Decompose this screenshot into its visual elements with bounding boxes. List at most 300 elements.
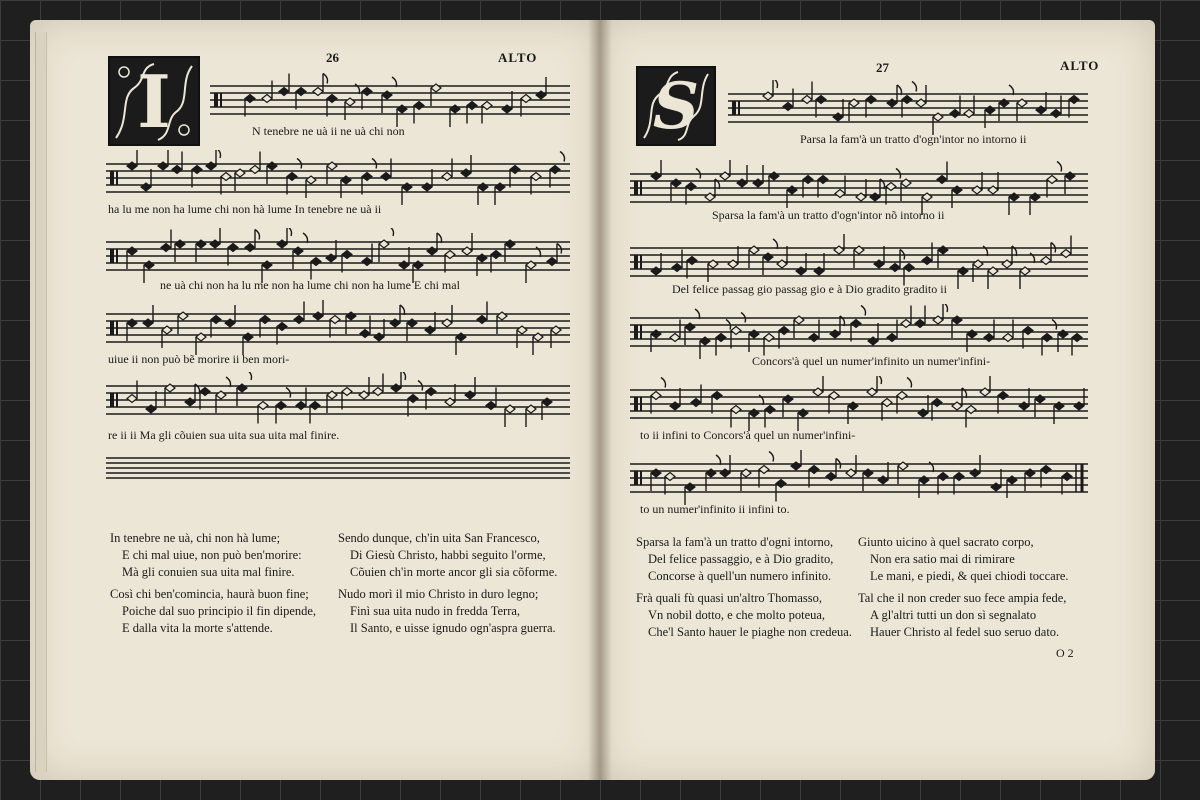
note-head (731, 406, 741, 414)
note-head (414, 102, 424, 110)
music-staff (106, 372, 570, 432)
clef-mark (640, 471, 642, 485)
note-head (670, 334, 680, 342)
clef-mark (738, 101, 740, 115)
note-head (651, 469, 661, 477)
clef-mark (634, 471, 638, 485)
clef-mark (110, 171, 114, 185)
note-head (749, 409, 759, 417)
note-head (672, 264, 682, 272)
note-head (551, 326, 561, 334)
note-head (763, 92, 773, 100)
clef-mark (116, 249, 118, 263)
note-head (293, 247, 303, 255)
note-head (491, 251, 501, 259)
note-head (127, 395, 137, 403)
note-head (749, 246, 759, 254)
note-head (886, 183, 896, 191)
note-head (854, 246, 864, 254)
note-head (1036, 106, 1046, 114)
note-head (651, 267, 661, 275)
note-head (902, 96, 912, 104)
note-head (878, 476, 888, 484)
note-head (849, 99, 859, 107)
note-head (665, 473, 675, 481)
clef-mark (634, 181, 638, 195)
note-head (482, 102, 492, 110)
note-head (687, 257, 697, 265)
note-head (794, 316, 804, 324)
note-head (1003, 334, 1013, 342)
note-flag (247, 372, 252, 380)
note-head (829, 392, 839, 400)
note-head (796, 267, 806, 275)
lyric-line: re ii ii Ma gli cõuien sua uita sua uita mal finire. (108, 428, 340, 442)
verse-line: Tal che il non creder suo fece ampia fede, (858, 591, 1067, 605)
note-head (362, 173, 372, 181)
note-head (200, 388, 210, 396)
note-head (262, 95, 272, 103)
note-head (521, 95, 531, 103)
note-head (988, 267, 998, 275)
lyric-line: Parsa la fam'à un tratto d'ogn'intor no intorno ii (800, 132, 1027, 146)
note-head (505, 405, 515, 413)
note-head (779, 327, 789, 335)
note-head (866, 96, 876, 104)
note-head (165, 384, 175, 392)
note-head (510, 166, 520, 174)
verse-line: Mà gli conuien sua uita mal finire. (122, 565, 295, 579)
note-head (763, 253, 773, 261)
note-head (450, 105, 460, 113)
note-head (502, 105, 512, 113)
note-head (1054, 402, 1064, 410)
verse-stanza (110, 530, 302, 581)
music-staff (630, 450, 1088, 510)
note-head (144, 261, 154, 269)
decorated-initial (108, 56, 200, 146)
note-head (277, 323, 287, 331)
note-head (868, 337, 878, 345)
verse-line: Di Giesù Christo, habbi seguito l'orme, (350, 548, 546, 562)
note-head (809, 334, 819, 342)
verse-line: Il Santo, e uisse ignudo ogn'aspra guerra. (350, 621, 556, 635)
note-head (228, 244, 238, 252)
lyric-line: ha lu me non ha lume chi non hà lume In tenebre ne uà ii (108, 202, 382, 216)
note-head (901, 320, 911, 328)
note-head (904, 264, 914, 272)
note-head (705, 193, 715, 201)
note-head (407, 319, 417, 327)
note-head (938, 473, 948, 481)
note-head (327, 162, 337, 170)
note-head (708, 260, 718, 268)
verse-stanza (636, 534, 833, 585)
clef-mark (640, 325, 642, 339)
lyric-line: to un numer'infinito ii infini to. (640, 502, 790, 516)
note-head (798, 409, 808, 417)
note-head (1062, 473, 1072, 481)
note-head (651, 172, 661, 180)
note-head (783, 103, 793, 111)
verse-line: Che'l Santo hauer le piaghe non credeua. (648, 625, 852, 639)
note-head (277, 240, 287, 248)
decorated-initial (636, 66, 716, 146)
note-head (526, 261, 536, 269)
note-head (431, 84, 441, 92)
note-head (245, 244, 255, 252)
lyric-line: Concors'à quel un numer'infinito un numer'infini- (752, 354, 991, 368)
note-head (1061, 250, 1071, 258)
note-head (162, 326, 172, 334)
note-head (547, 258, 557, 266)
clef-mark (214, 93, 218, 107)
note-head (685, 323, 695, 331)
note-head (731, 327, 741, 335)
note-head (686, 183, 696, 191)
note-head (916, 99, 926, 107)
note-head (542, 398, 552, 406)
note-head (359, 391, 369, 399)
note-head (391, 384, 401, 392)
note-head (426, 388, 436, 396)
note-flag (560, 152, 565, 162)
note-head (887, 99, 897, 107)
note-head (964, 110, 974, 118)
note-head (381, 173, 391, 181)
note-head (706, 469, 716, 477)
note-head (1030, 193, 1040, 201)
verse-line: Nudo morì il mio Christo in duro legno; (338, 587, 539, 601)
clef-mark (110, 393, 114, 407)
note-head (803, 176, 813, 184)
verse-stanza (636, 590, 852, 641)
note-head (360, 330, 370, 338)
note-head (196, 333, 206, 341)
voice-label: ALTO (498, 50, 538, 65)
book-gutter (588, 20, 612, 780)
note-flag (389, 228, 394, 236)
note-head (933, 316, 943, 324)
note-head (306, 176, 316, 184)
note-head (737, 179, 747, 187)
note-head (651, 392, 661, 400)
empty-staff (106, 450, 570, 490)
verse-line: Concorse à quell'un numero infinito. (648, 569, 832, 583)
lyric-line: Sparsa la fam'à un tratto d'ogn'intor nõ intorno ii (712, 208, 945, 222)
note-head (882, 399, 892, 407)
clef-mark (732, 101, 736, 115)
note-head (127, 319, 137, 327)
note-head (835, 190, 845, 198)
note-head (691, 399, 701, 407)
note-head (327, 95, 337, 103)
note-head (769, 172, 779, 180)
note-head (984, 334, 994, 342)
note-head (260, 316, 270, 324)
note-head (402, 183, 412, 191)
note-head (477, 316, 487, 324)
open-book (30, 20, 1155, 780)
clef-mark (640, 397, 642, 411)
note-head (833, 113, 843, 121)
note-head (830, 330, 840, 338)
note-head (787, 186, 797, 194)
note-head (373, 388, 383, 396)
note-head (296, 402, 306, 410)
note-flag (769, 452, 774, 462)
note-head (245, 95, 255, 103)
clef-mark (634, 325, 638, 339)
note-head (422, 183, 432, 191)
note-head (210, 240, 220, 248)
note-head (445, 398, 455, 406)
note-head (813, 388, 823, 396)
note-head (973, 260, 983, 268)
note-head (651, 330, 661, 338)
note-head (536, 91, 546, 99)
note-head (276, 402, 286, 410)
note-head (478, 183, 488, 191)
verse-line: Del felice passaggio, e à Dio gradito, (648, 552, 834, 566)
verse-line: Sparsa la fam'à un tratto d'ogni intorno, (636, 535, 834, 549)
note-head (915, 320, 925, 328)
note-head (814, 267, 824, 275)
note-head (296, 88, 306, 96)
note-head (462, 247, 472, 255)
note-flag (907, 378, 912, 388)
note-head (985, 106, 995, 114)
note-head (425, 326, 435, 334)
lyric-line: N tenebre ne uà ii ne uà chi non (252, 124, 405, 138)
note-head (258, 402, 268, 410)
lyric-line: ne uà chi non ha lu me non ha lume chi non ha lume E chi mal (160, 278, 460, 292)
verse-stanza (338, 586, 556, 637)
note-head (970, 469, 980, 477)
note-head (442, 173, 452, 181)
note-head (408, 395, 418, 403)
note-head (1017, 99, 1027, 107)
verse-stanza (858, 534, 1069, 585)
note-head (526, 405, 536, 413)
lyric-line: uiue ii non può bẽ morire ii ben mori- (108, 352, 290, 366)
note-head (178, 312, 188, 320)
verse-line: E dalla vita la morte s'attende. (122, 621, 273, 635)
note-head (158, 162, 168, 170)
note-head (442, 319, 452, 327)
note-head (954, 473, 964, 481)
note-head (1047, 176, 1057, 184)
note-flag (912, 82, 917, 92)
clef-mark (110, 321, 114, 335)
note-head (1002, 260, 1012, 268)
note-head (753, 179, 763, 187)
lyric-line: Del felice passag gio passag gio e à Dio gradito gradito ii (672, 282, 947, 296)
verse-line: Poiche dal suo principio il fin dipende, (122, 604, 317, 618)
catchword: O 2 (1056, 646, 1074, 660)
clef-mark (116, 171, 118, 185)
note-head (759, 466, 769, 474)
note-head (456, 333, 466, 341)
note-head (1025, 469, 1035, 477)
note-head (477, 254, 487, 262)
note-head (671, 179, 681, 187)
note-head (1007, 476, 1017, 484)
note-flag (861, 306, 866, 316)
note-head (495, 183, 505, 191)
note-head (225, 319, 235, 327)
note-head (890, 264, 900, 272)
verse-line: Giunto uicino à quel sacrato corpo, (858, 535, 1034, 549)
note-head (397, 105, 407, 113)
note-head (870, 193, 880, 201)
note-head (497, 312, 507, 320)
note-head (533, 333, 543, 341)
note-head (1035, 395, 1045, 403)
note-head (777, 260, 787, 268)
note-head (720, 469, 730, 477)
note-head (716, 334, 726, 342)
note-head (341, 176, 351, 184)
note-head (143, 319, 153, 327)
note-head (863, 469, 873, 477)
note-head (1019, 402, 1029, 410)
note-head (1020, 267, 1030, 275)
note-head (399, 261, 409, 269)
note-head (972, 186, 982, 194)
note-head (1065, 172, 1075, 180)
initial-letter: I (137, 58, 171, 144)
page-number: 26 (326, 50, 339, 65)
note-head (294, 316, 304, 324)
note-head (262, 261, 272, 269)
note-head (967, 330, 977, 338)
note-head (141, 183, 151, 191)
note-head (486, 402, 496, 410)
note-head (237, 384, 247, 392)
note-head (1072, 334, 1082, 342)
note-head (345, 98, 355, 106)
note-head (874, 260, 884, 268)
note-head (741, 469, 751, 477)
note-head (465, 391, 475, 399)
note-head (867, 388, 877, 396)
verse-line: Le mani, e piedi, & quei chiodi toccare. (870, 569, 1069, 583)
note-head (185, 398, 195, 406)
music-staff (210, 72, 570, 132)
lyric-line: to ii infini to Concors'à quel un numer'infini- (640, 428, 856, 442)
left-page (30, 20, 600, 780)
note-head (720, 172, 730, 180)
note-head (938, 246, 948, 254)
note-head (413, 261, 423, 269)
clef-mark (640, 181, 642, 195)
note-head (919, 476, 929, 484)
note-head (211, 316, 221, 324)
music-staff (630, 376, 1088, 436)
note-head (127, 247, 137, 255)
note-head (313, 312, 323, 320)
note-head (327, 391, 337, 399)
note-head (901, 179, 911, 187)
note-head (172, 166, 182, 174)
note-head (243, 333, 253, 341)
note-head (728, 260, 738, 268)
note-head (374, 333, 384, 341)
note-flag (1057, 162, 1062, 172)
note-head (461, 169, 471, 177)
note-head (856, 193, 866, 201)
note-head (816, 96, 826, 104)
clef-mark (634, 397, 638, 411)
note-head (531, 173, 541, 181)
page-edges (35, 32, 47, 772)
note-head (685, 483, 695, 491)
note-head (1051, 110, 1061, 118)
note-head (362, 88, 372, 96)
note-head (922, 193, 932, 201)
note-head (146, 405, 156, 413)
verse-line: Così chi ben'comincia, haurà buon fine; (110, 587, 309, 601)
note-head (1023, 327, 1033, 335)
note-head (175, 240, 185, 248)
note-head (922, 257, 932, 265)
verse-line: Vn nobil dotto, e che molto poteua, (648, 608, 826, 622)
note-head (279, 88, 289, 96)
note-head (216, 391, 226, 399)
note-head (670, 402, 680, 410)
note-head (848, 402, 858, 410)
note-head (1009, 193, 1019, 201)
note-head (932, 399, 942, 407)
note-head (311, 258, 321, 266)
verse-line: Frà quali fù quasi un'altro Thomasso, (636, 591, 823, 605)
note-head (427, 247, 437, 255)
note-head (1069, 96, 1079, 104)
note-head (342, 251, 352, 259)
verse-stanza (858, 590, 1066, 641)
note-head (342, 388, 352, 396)
page-number: 27 (876, 60, 889, 75)
note-head (834, 246, 844, 254)
note-head (700, 337, 710, 345)
note-head (379, 240, 389, 248)
note-head (712, 392, 722, 400)
note-head (887, 334, 897, 342)
voice-label: ALTO (1060, 58, 1100, 73)
clef-mark (116, 321, 118, 335)
clef-mark (640, 255, 642, 269)
verse-line: Non era satio mai di rimirare (870, 552, 1015, 566)
verse-stanza (110, 586, 316, 637)
note-head (999, 99, 1009, 107)
verse-line: Finì sua uita nudo in fredda Terra, (350, 604, 521, 618)
note-head (287, 173, 297, 181)
note-head (952, 402, 962, 410)
note-head (988, 186, 998, 194)
note-head (802, 96, 812, 104)
note-head (346, 312, 356, 320)
note-head (952, 186, 962, 194)
note-head (382, 91, 392, 99)
note-head (818, 176, 828, 184)
note-head (1041, 466, 1051, 474)
note-head (776, 480, 786, 488)
note-head (505, 240, 515, 248)
clef-mark (110, 249, 114, 263)
note-head (950, 110, 960, 118)
note-head (1058, 330, 1068, 338)
